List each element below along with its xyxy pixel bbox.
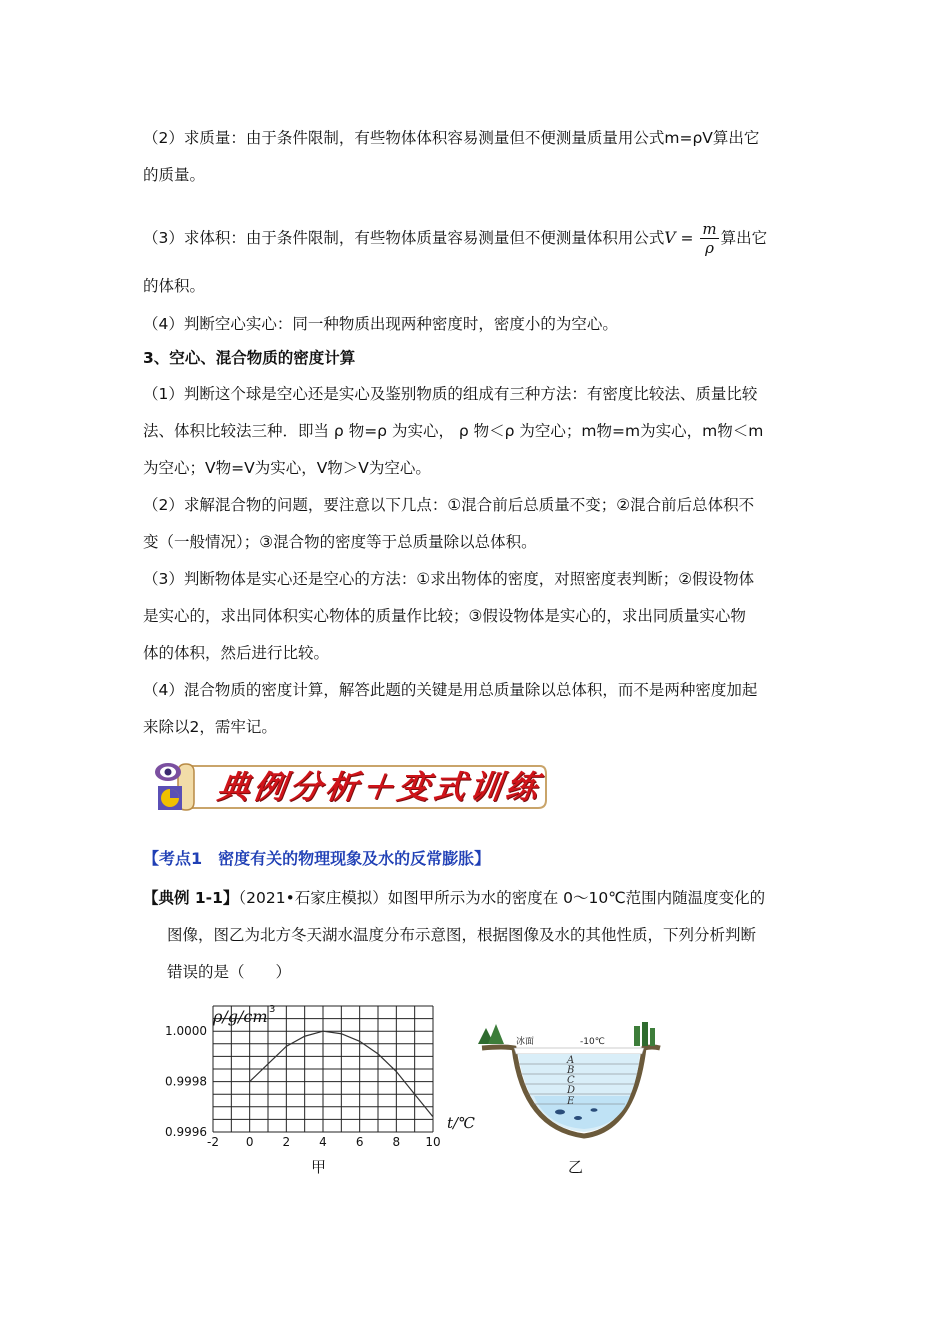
example-tag: 【典例 1-1】 xyxy=(143,889,239,907)
formula-eq: = xyxy=(675,229,699,247)
text-line: （1）判断这个球是空心还是实心及鉴别物质的组成有三种方法：有密度比较法、质量比较 xyxy=(143,385,758,403)
example-line-3: 错误的是（ ） xyxy=(167,963,292,981)
text-line: 是实心的，求出同体积实心物体的质量作比较；③假设物体是实心的，求出同质量实心物 xyxy=(143,607,746,625)
text-line: 体的体积，然后进行比较。 xyxy=(143,644,330,662)
layer-label-d: D xyxy=(567,1085,576,1096)
x-tick-labels xyxy=(207,1135,441,1149)
caption-yi: 乙 xyxy=(568,1158,584,1176)
eye-icon xyxy=(155,763,181,781)
x-tick-label: 4 xyxy=(319,1135,327,1149)
y-tick-label: 0.9998 xyxy=(165,1074,207,1089)
text-line-formula xyxy=(143,218,811,258)
example-line-1 xyxy=(143,880,811,917)
x-tick-label: 6 xyxy=(355,1135,364,1149)
text-line: 为空心；V物=V为实心，V物＞V为空心。 xyxy=(143,459,431,477)
y-axis-label-superscript: 3 xyxy=(269,1004,276,1015)
y-tick-label: 1.0000 xyxy=(165,1024,207,1039)
text-line: （2）求质量：由于条件限制，有些物体体积容易测量但不便测量质量用公式m=ρV算出它 xyxy=(143,129,760,147)
fraction-numerator: m xyxy=(702,220,717,238)
density-temperature-chart xyxy=(155,996,475,1156)
air-temperature-label: -10℃ xyxy=(580,1037,605,1047)
text-line: 来除以2，需牢记。 xyxy=(143,718,277,736)
caption-jia: 甲 xyxy=(311,1158,327,1176)
x-tick-label: -2 xyxy=(207,1135,219,1149)
section-heading: 3、空心、混合物质的密度计算 xyxy=(143,349,356,367)
text-line: 的质量。 xyxy=(143,166,206,184)
text-segment: 算出它 xyxy=(720,229,768,247)
layer-label-c: C xyxy=(567,1075,575,1086)
layer-label-a: A xyxy=(567,1055,575,1066)
formula-v: V xyxy=(664,229,676,247)
x-axis-label: t/℃ xyxy=(447,1114,475,1132)
text-line: （4）判断空心实心：同一种物质出现两种密度时，密度小的为空心。 xyxy=(143,315,618,333)
formula-fraction xyxy=(700,220,718,257)
text-segment: （3）求体积：由于条件限制，有些物体质量容易测量但不便测量体积用公式 xyxy=(143,229,665,247)
text-line: 的体积。 xyxy=(143,277,206,295)
text-line: （3）判断物体是实心还是空心的方法：①求出物体的密度，对照密度表判断；②假设物体 xyxy=(143,570,755,588)
x-tick-label: 8 xyxy=(392,1135,401,1149)
section-banner xyxy=(148,756,548,814)
tree-icon xyxy=(634,1022,655,1046)
pie-chart-icon xyxy=(158,786,182,810)
x-tick-label: 2 xyxy=(282,1135,291,1149)
text-line: （4）混合物质的密度计算，解答此题的关键是用总质量除以总体积，而不是两种密度加起 xyxy=(143,681,758,699)
x-tick-label: 10 xyxy=(425,1135,441,1149)
lake-temperature-diagram xyxy=(474,1018,664,1148)
text-line: 法、体积比较法三种．即当 ρ 物=ρ 为实心， ρ 物＜ρ 为空心；m物=m为实心，m物＜m xyxy=(143,422,764,440)
y-axis-label: ρ/g/cm xyxy=(213,1007,268,1026)
example-text: （2021•石家庄模拟）如图甲所示为水的密度在 0～10℃范围内随温度变化的 xyxy=(238,889,766,907)
y-tick-label: 0.9996 xyxy=(165,1125,207,1139)
ice-surface-label: 冰面 xyxy=(516,1037,535,1047)
text-line: （2）求解混合物的问题，要注意以下几点：①混合前后总质量不变；②混合前后总体积不 xyxy=(143,496,755,514)
y-tick-labels xyxy=(165,1024,207,1139)
topic-heading: 【考点1 密度有关的物理现象及水的反常膨胀】 xyxy=(143,849,491,868)
tree-icon xyxy=(478,1024,504,1044)
x-tick-label: 0 xyxy=(245,1135,254,1149)
text-line: 变（一般情况）；③混合物的密度等于总质量除以总体积。 xyxy=(143,533,537,551)
example-line-2: 图像，图乙为北方冬天湖水温度分布示意图，根据图像及水的其他性质，下列分析判断 xyxy=(167,926,757,944)
banner-title: 典例分析＋变式训练 xyxy=(215,768,545,806)
layer-label-b: B xyxy=(567,1065,575,1076)
layer-label-e: E xyxy=(567,1096,575,1107)
fraction-denominator: ρ xyxy=(705,239,714,257)
